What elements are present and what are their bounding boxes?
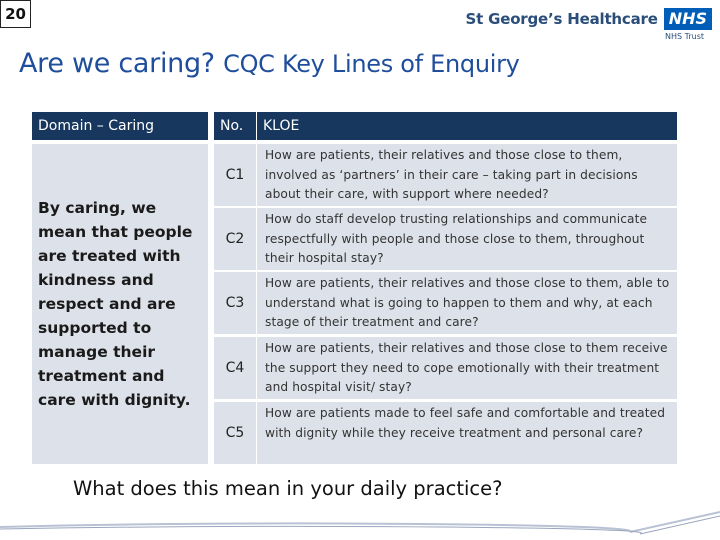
kloe-number: C3 [214,272,256,334]
page-title [19,48,520,79]
kloe-text: How are patients, their relatives and those close to them receive the support they need to cope emotionally with their treatment and hospital visit/ stay? [257,337,677,399]
kloe-text: How do staff develop trusting relationships and communicate respectfully with people and those close to them, throughout their hospital stay? [257,208,677,270]
logo-org-name: St George’s Healthcare [465,10,658,28]
kloe-number: C5 [214,402,256,464]
title-main: Are we caring? [19,48,215,79]
kloe-text: How are patients made to feel safe and comfortable and treated with dignity while they receive treatment and personal care? [257,402,677,464]
title-sub: CQC Key Lines of Enquiry [223,50,520,78]
table-row [214,272,677,334]
table-row [214,208,677,270]
domain-description: By caring, we mean that people are treated with kindness and respect and are supported to manage their treatment and care with dignity. [32,144,208,464]
nhs-logo: NHS [664,8,712,30]
footer-swoosh [0,510,720,540]
kloe-number: C1 [214,144,256,206]
table-row [214,402,677,464]
trust-logo [466,8,712,41]
kloe-text: How are patients, their relatives and those close to them, involved as ‘partners’ in their care – taking part in decisions about their care, with support where needed? [257,144,677,206]
practice-question: What does this mean in your daily practice? [73,477,503,500]
kloe-number: C2 [214,208,256,270]
slide-number: 20 [0,0,31,28]
kloe-text: How are patients, their relatives and those close to them, able to understand what is going to happen to them and why, at each stage of their treatment and care? [257,272,677,334]
table-row [214,337,677,399]
domain-header: Domain – Caring [32,112,208,140]
no-header: No. [214,112,256,140]
table-row [214,144,677,206]
logo-trust-label: NHS Trust [665,32,704,41]
kloe-header: KLOE [257,112,677,140]
kloe-number: C4 [214,337,256,399]
